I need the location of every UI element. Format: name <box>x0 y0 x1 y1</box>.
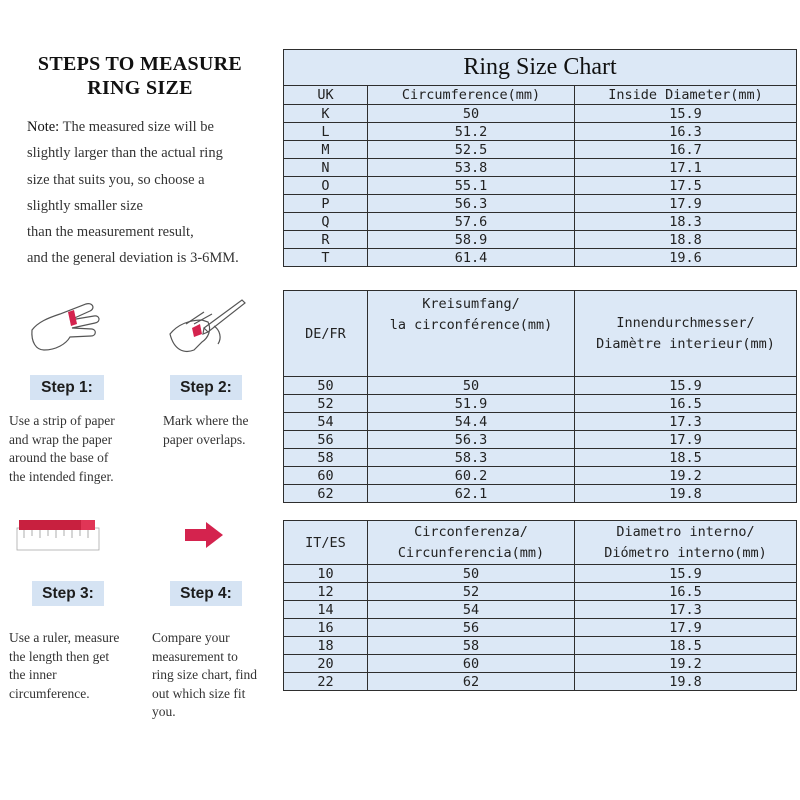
column-header: Diametro interno/ Diómetro interno(mm) <box>575 521 797 565</box>
table-cell: 17.9 <box>575 619 797 637</box>
instructions-panel <box>0 0 282 800</box>
column-header: Circonferenza/ Circunferencia(mm) <box>368 521 575 565</box>
table-row <box>284 431 797 449</box>
table-cell: L <box>284 123 368 141</box>
table-cell: 15.9 <box>575 105 797 123</box>
table-cell: M <box>284 141 368 159</box>
table-cell: 19.2 <box>575 655 797 673</box>
table-row <box>284 673 797 691</box>
table-row <box>284 485 797 503</box>
column-header: UK <box>284 86 368 105</box>
arrow-right-icon <box>184 521 224 549</box>
table-cell: 50 <box>368 377 575 395</box>
table-cell: 19.8 <box>575 673 797 691</box>
step-1-text: Use a strip of paper and wrap the paper around the base of the intended finger. <box>9 413 115 484</box>
table-cell: 17.5 <box>575 177 797 195</box>
step-4-text: Compare your measurement to ring size chart, find out which size fit you. <box>152 630 257 719</box>
table-cell: 17.1 <box>575 159 797 177</box>
table-cell: 56.3 <box>368 431 575 449</box>
column-header: DE/FR <box>284 291 368 377</box>
table-row <box>284 413 797 431</box>
table-cell: 17.9 <box>575 431 797 449</box>
step-2-text: Mark where the paper overlaps. <box>163 413 249 447</box>
table-cell: 50 <box>368 565 575 583</box>
column-header: IT/ES <box>284 521 368 565</box>
table-cell: K <box>284 105 368 123</box>
hand-paper-strip-icon <box>28 296 104 354</box>
table-row <box>284 449 797 467</box>
table-cell: 16 <box>284 619 368 637</box>
column-header: Inside Diameter(mm) <box>575 86 797 105</box>
table-cell: 18.8 <box>575 231 797 249</box>
table-row <box>284 467 797 485</box>
table-cell: 50 <box>368 105 575 123</box>
step-2-badge: Step 2: <box>170 375 242 400</box>
table-cell: 19.2 <box>575 467 797 485</box>
table-cell: T <box>284 249 368 267</box>
table-cell: 17.9 <box>575 195 797 213</box>
table-row <box>284 565 797 583</box>
table-cell: 58.9 <box>368 231 575 249</box>
table-cell: 60 <box>368 655 575 673</box>
table-cell: 54 <box>368 601 575 619</box>
table-cell: 19.8 <box>575 485 797 503</box>
defr-size-table <box>283 290 797 503</box>
table-cell: R <box>284 231 368 249</box>
table-cell: 20 <box>284 655 368 673</box>
note-text: Note: The measured size will be slightly larger than the actual ring size that suits you, so choose a slightly smaller size than the measurement result, and the general deviation is 3-6MM. <box>27 119 239 267</box>
table-cell: 61.4 <box>368 249 575 267</box>
table-cell: 18 <box>284 637 368 655</box>
table-row <box>284 637 797 655</box>
step-4-badge: Step 4: <box>170 581 242 606</box>
table-cell: 16.5 <box>575 395 797 413</box>
table-cell: 58.3 <box>368 449 575 467</box>
table-cell: 51.2 <box>368 123 575 141</box>
table-cell: 18.3 <box>575 213 797 231</box>
chart-title: Ring Size Chart <box>284 50 797 86</box>
table-cell: 54.4 <box>368 413 575 431</box>
column-header: Innendurchmesser/ Diamètre interieur(mm) <box>575 291 797 377</box>
table-row <box>284 195 797 213</box>
table-cell: 56 <box>284 431 368 449</box>
table-cell: N <box>284 159 368 177</box>
table-cell: 56 <box>368 619 575 637</box>
table-row <box>284 583 797 601</box>
table-cell: 16.5 <box>575 583 797 601</box>
page-title: STEPS TO MEASURE RING SIZE <box>37 53 243 99</box>
step-3-badge: Step 3: <box>32 581 104 606</box>
table-cell: 18.5 <box>575 637 797 655</box>
table-row <box>284 249 797 267</box>
table-cell: 17.3 <box>575 413 797 431</box>
table-cell: 19.6 <box>575 249 797 267</box>
table-cell: 55.1 <box>368 177 575 195</box>
table-cell: 60.2 <box>368 467 575 485</box>
table-row <box>284 377 797 395</box>
table-row <box>284 105 797 123</box>
table-cell: 18.5 <box>575 449 797 467</box>
table-cell: 53.8 <box>368 159 575 177</box>
column-header: Circumference(mm) <box>368 86 575 105</box>
table-cell: 52 <box>284 395 368 413</box>
note-label: Note: <box>27 119 60 135</box>
hand-pen-mark-icon <box>164 294 248 358</box>
table-row <box>284 395 797 413</box>
ites-size-table <box>283 520 797 691</box>
table-row <box>284 655 797 673</box>
table-cell: 62 <box>284 485 368 503</box>
table-cell: Q <box>284 213 368 231</box>
table-cell: 15.9 <box>575 377 797 395</box>
table-row <box>284 159 797 177</box>
table-cell: 52 <box>368 583 575 601</box>
table-cell: P <box>284 195 368 213</box>
table-cell: 17.3 <box>575 601 797 619</box>
uk-size-table <box>283 49 797 267</box>
table-row <box>284 619 797 637</box>
table-cell: O <box>284 177 368 195</box>
table-cell: 56.3 <box>368 195 575 213</box>
ruler-icon <box>16 518 100 552</box>
table-cell: 62 <box>368 673 575 691</box>
step-1-badge: Step 1: <box>30 375 104 400</box>
table-row <box>284 123 797 141</box>
table-cell: 22 <box>284 673 368 691</box>
table-row <box>284 177 797 195</box>
table-cell: 16.3 <box>575 123 797 141</box>
table-cell: 52.5 <box>368 141 575 159</box>
table-row <box>284 601 797 619</box>
table-cell: 60 <box>284 467 368 485</box>
table-cell: 57.6 <box>368 213 575 231</box>
table-cell: 62.1 <box>368 485 575 503</box>
table-cell: 50 <box>284 377 368 395</box>
table-cell: 58 <box>368 637 575 655</box>
table-cell: 15.9 <box>575 565 797 583</box>
table-cell: 58 <box>284 449 368 467</box>
table-cell: 12 <box>284 583 368 601</box>
table-cell: 16.7 <box>575 141 797 159</box>
table-cell: 10 <box>284 565 368 583</box>
step-3-text: Use a ruler, measure the length then get the inner circumference. <box>9 630 120 701</box>
table-cell: 51.9 <box>368 395 575 413</box>
table-cell: 54 <box>284 413 368 431</box>
table-row <box>284 231 797 249</box>
table-cell: 14 <box>284 601 368 619</box>
column-header: Kreisumfang/ la circonférence(mm) <box>368 291 575 377</box>
table-row <box>284 141 797 159</box>
table-row <box>284 213 797 231</box>
